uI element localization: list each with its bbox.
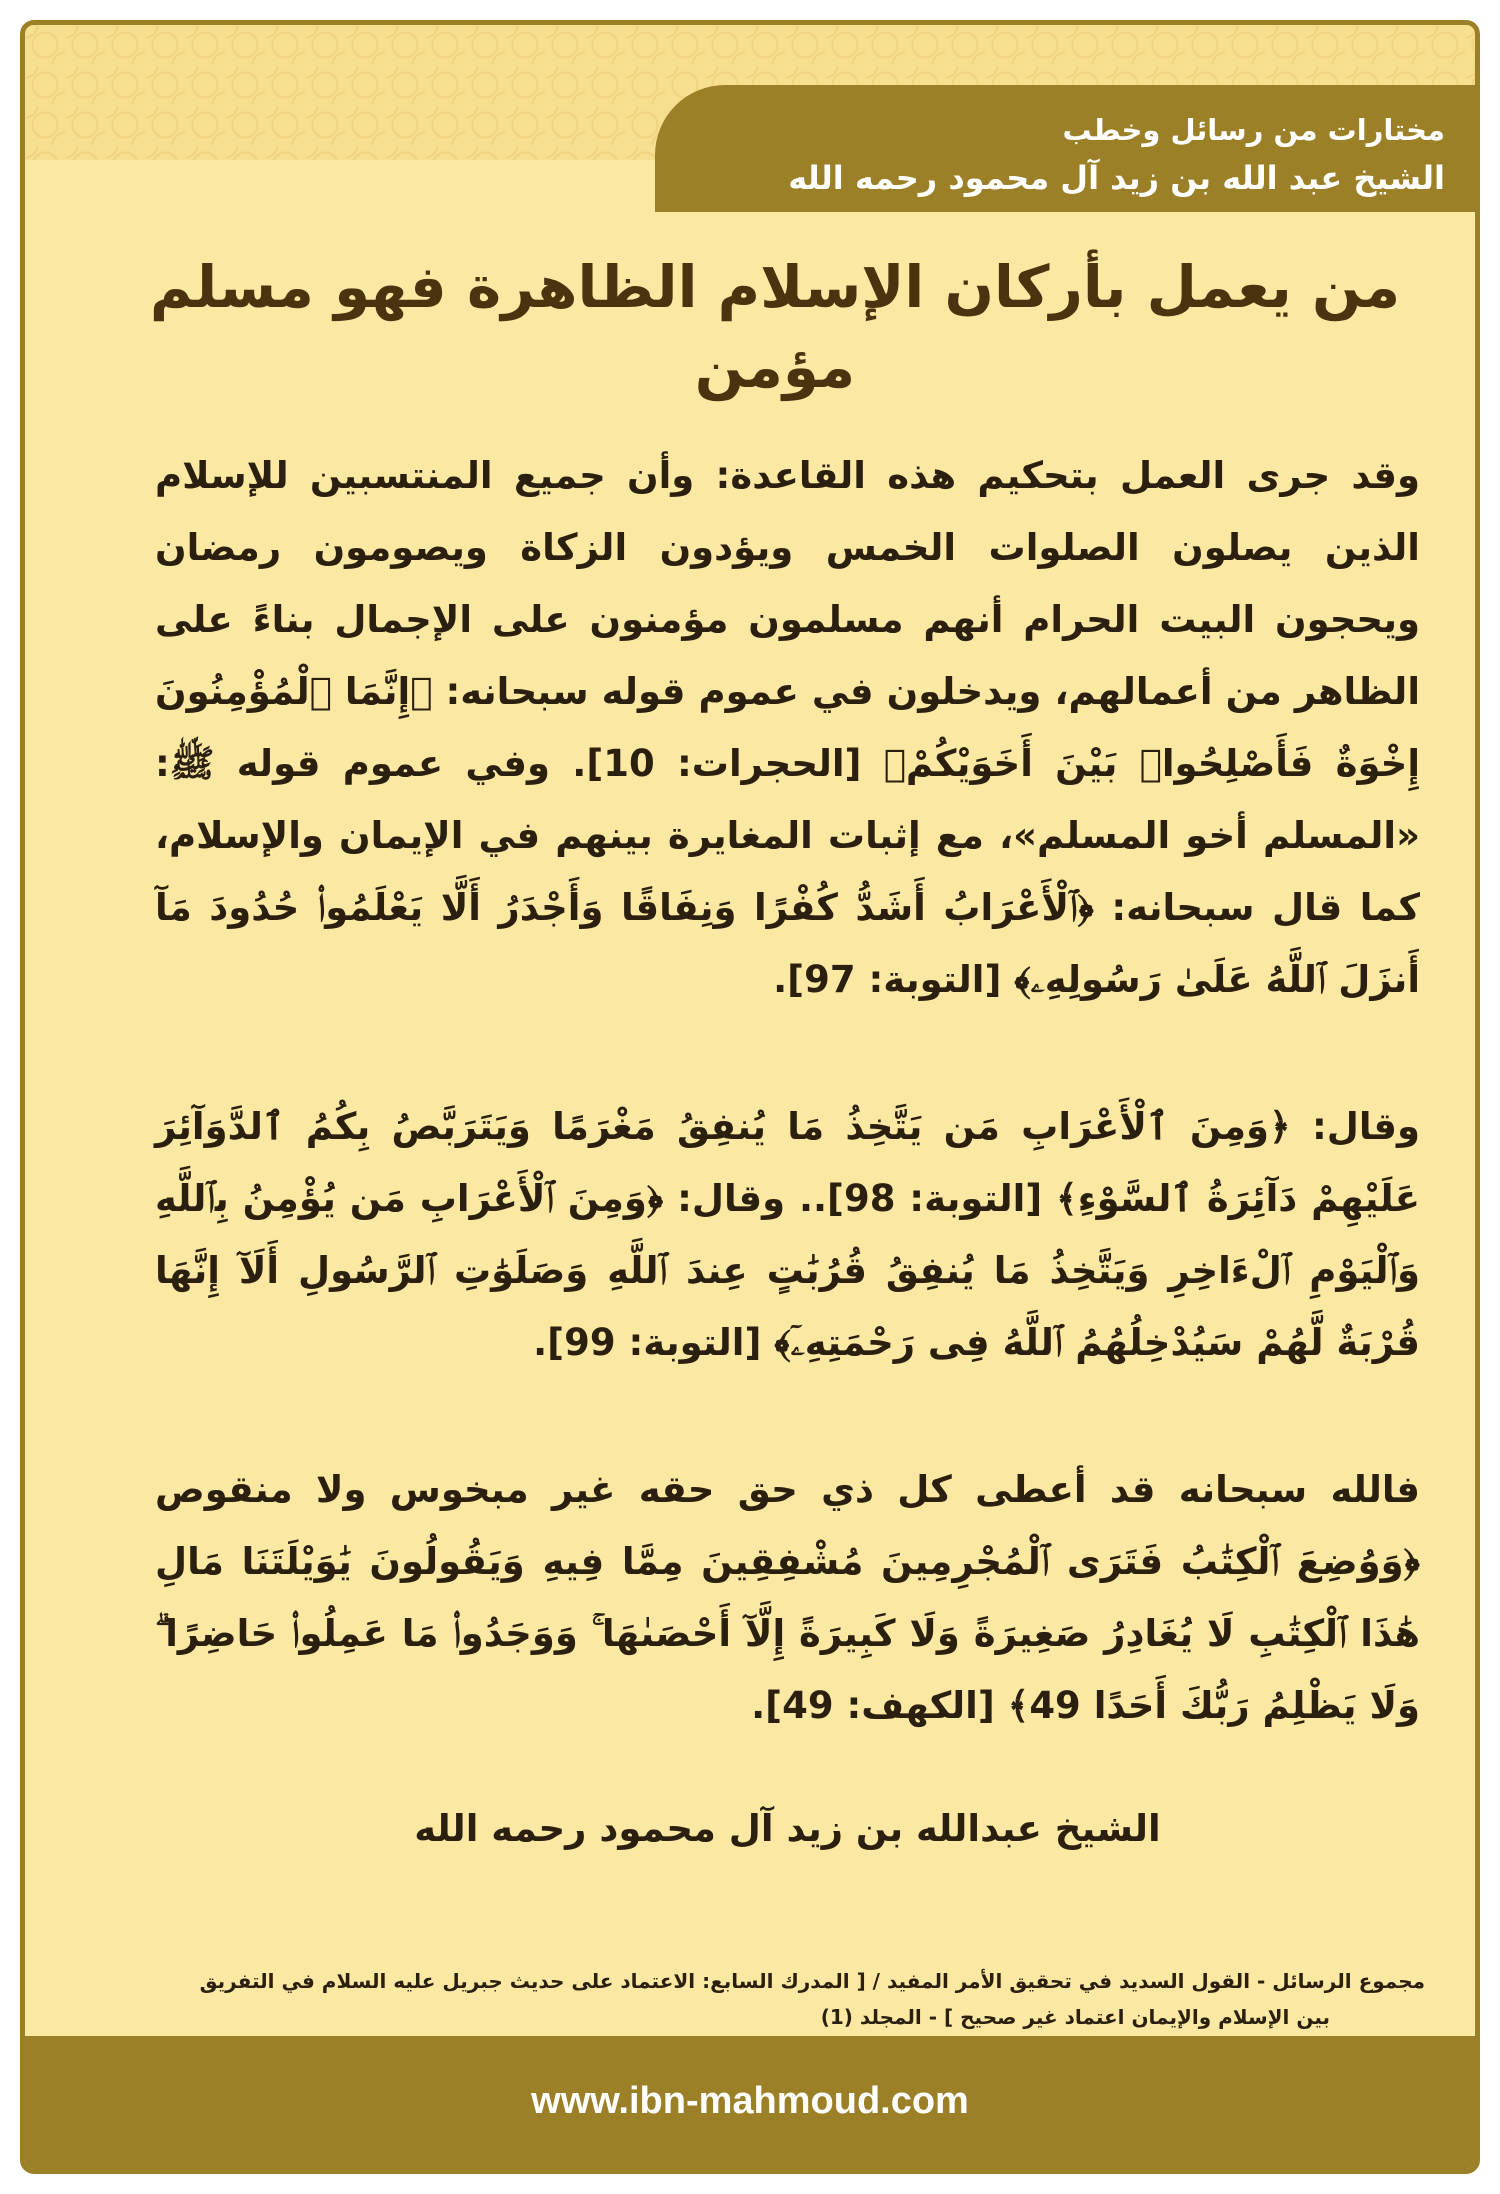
author-signature: الشيخ عبدالله بن زيد آل محمود رحمه الله: [414, 1807, 1161, 1850]
page-title: من يعمل بأركان الإسلام الظاهرة فهو مسلم مؤمن: [149, 253, 1401, 401]
paragraph-2: وقال: ﴿وَمِنَ ٱلْأَعْرَابِ مَن يَتَّخِذُ مَا يُنفِقُ مَغْرَمًا وَيَتَرَبَّصُ بِكُمُ ٱلدَّوَآئِرَ عَلَيْهِمْ دَآئِرَةُ ٱلسَّوْءِ﴾ [التوبة: 98].. وقال: ﴿وَمِنَ ٱلْأَعْرَابِ مَن يُؤْمِنُ بِٱللَّهِ وَٱلْيَوْمِ ٱلْءَاخِرِ وَيَتَّخِذُ مَا يُنفِقُ قُرُبَٰتٍ عِندَ ٱللَّهِ وَصَلَوَٰتِ ٱلرَّسُولِ أَلَآ إِنَّهَا قُرْبَةٌ لَّهُمْ سَيُدْخِلُهُمُ ٱللَّهُ فِى رَحْمَتِهِۦٓ﴾ [التوبة: 99].: [155, 1105, 1420, 1364]
paragraph-3: فالله سبحانه قد أعطى كل ذي حق حقه غير مبخوس ولا منقوص ﴿وَوُضِعَ ٱلْكِتَٰبُ فَتَرَى ٱلْمُجْرِمِينَ مُشْفِقِينَ مِمَّا فِيهِ وَيَقُولُونَ يَٰوَيْلَتَنَا مَالِ هَٰذَا ٱلْكِتَٰبِ لَا يُغَادِرُ صَغِيرَةً وَلَا كَبِيرَةً إِلَّآ أَحْصَىٰهَا ۚ وَوَجَدُوا۟ مَا عَمِلُوا۟ حَاضِرًا ۗ وَلَا يَظْلِمُ رَبُّكَ أَحَدًا 49﴾ [الكهف: 49].: [155, 1468, 1420, 1727]
paragraph-1: وقد جرى العمل بتحكيم هذه القاعدة: وأن جميع المنتسبين للإسلام الذين يصلون الصلوات الخمس ويؤدون الزكاة ويصومون رمضان ويحجون البيت الحرام أنهم مسلمون مؤمنون على الإجمال بناءً على الظاهر من أعمالهم، ويدخلون في عموم قوله سبحانه: ﴿إِنَّمَا ٱلْمُؤْمِنُونَ إِخْوَةٌ فَأَصْلِحُوا۟ بَيْنَ أَخَوَيْكُمْ﴾ [الحجرات: 10]. وفي عموم قوله ﷺ: «المسلم أخو المسلم»، مع إثبات المغايرة بينهم في الإيمان والإسلام، كما قال سبحانه: ﴿ٱلْأَعْرَابُ أَشَدُّ كُفْرًا وَنِفَاقًا وَأَجْدَرُ أَلَّا يَعْلَمُوا۟ حُدُودَ مَآ أَنزَلَ ٱللَّهُ عَلَىٰ رَسُولِهِۦ﴾ [التوبة: 97].: [155, 454, 1421, 1001]
page-frame: [20, 20, 1480, 2174]
website-link[interactable]: www.ibn-mahmoud.com: [531, 2080, 969, 2122]
header-author: الشيخ عبد الله بن زيد آل محمود رحمه الله: [788, 159, 1445, 197]
source-citation: [125, 1963, 1425, 2035]
source-line-2: بين الإسلام والإيمان اعتماد غير صحيح ] - المجلد (1): [820, 2005, 1330, 2029]
footer-bar: [25, 2036, 1475, 2169]
article-body: [155, 440, 1420, 1817]
source-line-1: مجموع الرسائل - القول السديد في تحقيق الأمر المفيد / [ المدرك السابع: الاعتماد على حديث جبريل عليه السلام في التفريق: [199, 1969, 1425, 1993]
header-series-title: مختارات من رسائل وخطب: [1062, 113, 1445, 147]
